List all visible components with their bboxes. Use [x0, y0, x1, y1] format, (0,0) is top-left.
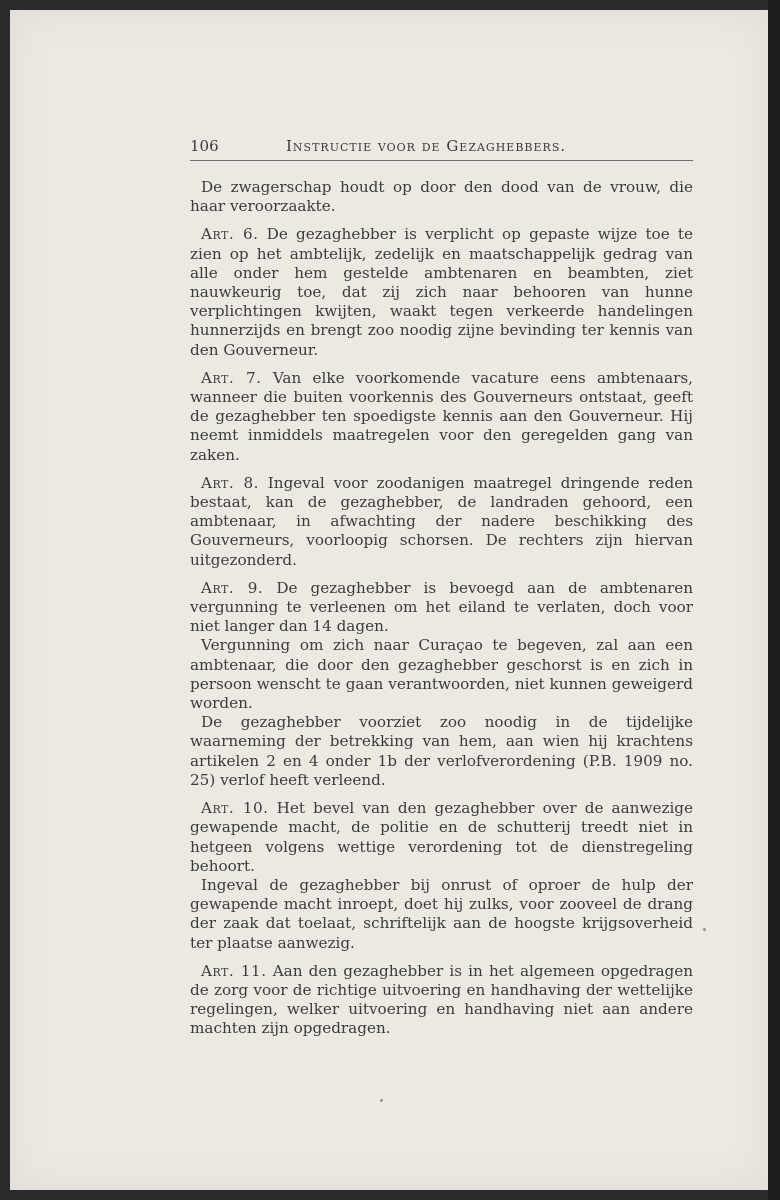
page-edge: [768, 0, 780, 1200]
article-11: [190, 962, 693, 1039]
article-label: Art. 7.: [201, 368, 262, 387]
article-label: Art. 9.: [201, 578, 264, 597]
paragraph: [190, 876, 693, 953]
paragraph-text: Vergunning om zich naar Curaçao te begeven, zal aan een ambtenaar, die door den gezaghebber geschorst is en zich in persoon wenscht te gaan verantwoorden, niet kunnen geweigerd worden.: [190, 636, 693, 713]
page-header: [190, 137, 693, 161]
running-title: Instructie voor de Gezaghebbers.: [286, 137, 567, 155]
article-text: Aan den gezaghebber is in het algemeen opgedragen de zorg voor de richtige uitvoering en handhaving der wettelijke regelingen, welker uitvoering en handhaving niet aan andere machten zijn opgedragen.: [190, 961, 694, 1038]
paragraph-text: De zwagerschap houdt op door den dood van de vrouw, die haar veroorzaakte.: [190, 178, 693, 216]
paragraph: [190, 713, 693, 790]
page-number: 106: [190, 137, 219, 155]
paper-speck: [703, 928, 706, 931]
article-text: Van elke voorkomende vacature eens ambtenaars, wanneer die buiten voorkennis des Gouverneurs ontstaat, geeft de gezaghebber ten spoedigste kennis aan den Gouverneur. Hij neemt inmiddels maatregelen voor den geregelden gang van zaken.: [190, 368, 694, 464]
paragraph-text: Ingeval de gezaghebber bij onrust of oproer de hulp der gewapende macht inroept, doet hij zulks, voor zooveel de drang der zaak dat toelaat, schriftelijk aan de hoogste krijgsoverheid ter plaatse aanwezig.: [190, 875, 693, 952]
article-label: Art. 11.: [201, 961, 267, 980]
article-text: Het bevel van den gezaghebber over de aanwezige gewapende macht, de politie en de schutterij treedt niet in hetgeen volgens wettige verordening tot de dienstregeling behoort.: [190, 799, 694, 875]
article-label: Art. 8.: [201, 473, 259, 492]
article-6: [190, 225, 693, 359]
paper-speck: [380, 1099, 383, 1102]
article-text: De gezaghebber is verplicht op gepaste wijze toe te zien op het ambtelijk, zedelijk en maatschappelijk gedrag van alle onder hem gestelde ambtenaren en beambten, ziet nauwkeurig toe, dat zij zich naar behooren van hunne verplichtingen kwijten, waakt tegen verkeerde handelingen hunnerzijds en brengt zoo noodig zijne bevinding ter kennis van den Gouverneur.: [190, 225, 693, 359]
header-rule: [190, 160, 693, 161]
article-text: Ingeval voor zoodanigen maatregel dringende reden bestaat, kan de gezaghebber, de landraden gehoord, een ambtenaar, in afwachting der nadere beschikking des Gouverneurs, voorloopig schorsen. De rechters zijn hiervan uitgezonderd.: [190, 473, 694, 569]
article-7: [190, 369, 693, 465]
paragraph: [190, 178, 693, 216]
article-label: Art. 10.: [201, 799, 269, 818]
article-text: De gezaghebber is bevoegd aan de ambtenaren vergunning te verleenen om het eiland te verlaten, doch voor niet langer dan 14 dagen.: [190, 578, 693, 636]
article-label: Art. 6.: [201, 225, 259, 244]
article-8: [190, 474, 693, 570]
document-body: [190, 178, 693, 1039]
paragraph-text: De gezaghebber voorziet zoo noodig in de tijdelijke waarneming der betrekking van hem, aan wien hij krachtens artikelen 2 en 4 onder 1b der verlofverordening (P.B. 1909 no. 25) verlof heeft verleend.: [190, 713, 693, 789]
paragraph: [190, 636, 693, 713]
article-10: [190, 799, 693, 876]
article-9: [190, 579, 693, 637]
